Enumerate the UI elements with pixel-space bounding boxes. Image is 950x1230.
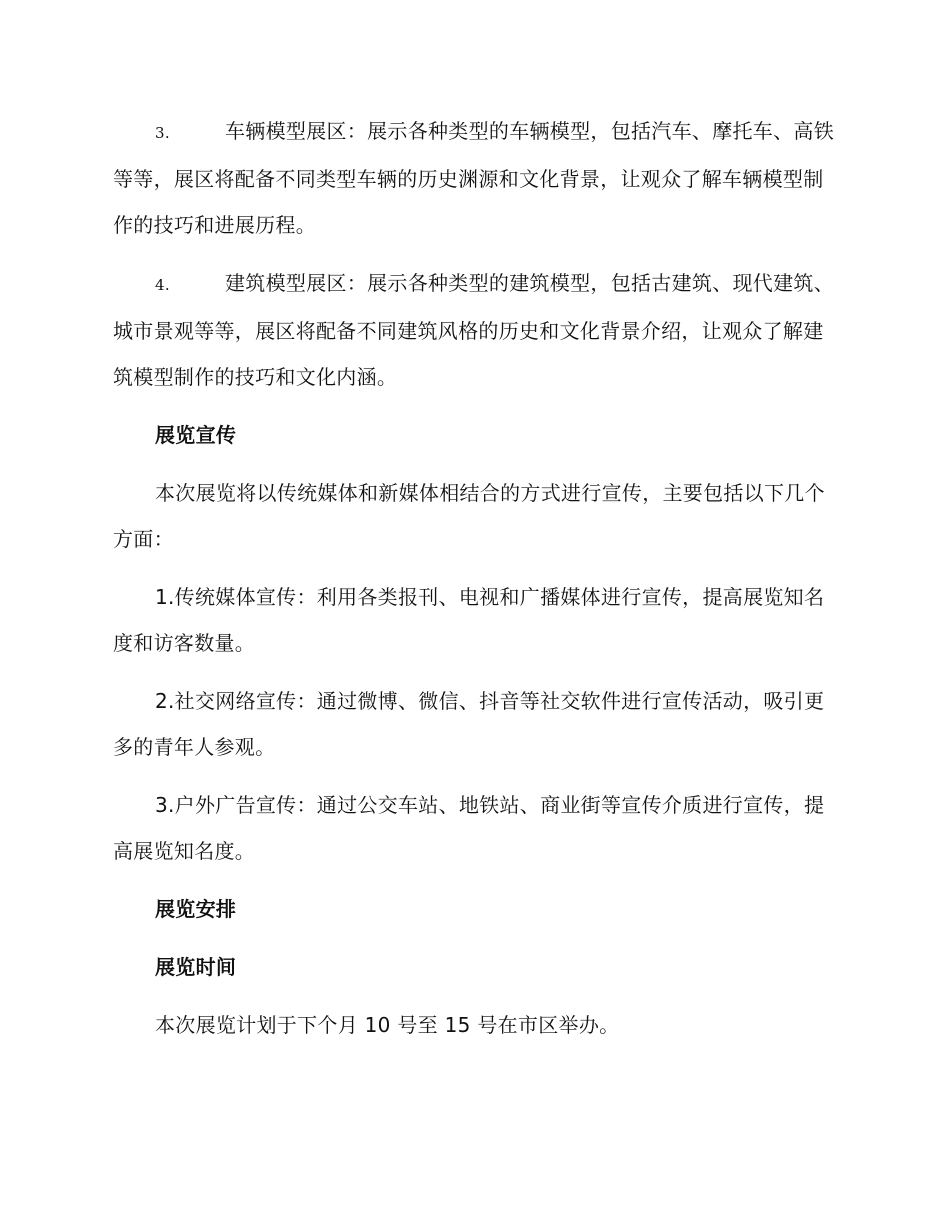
- promotion-item-traditional: 1.传统媒体宣传：利用各类报刊、电视和广播媒体进行宣传，提高展览知名度和访客数量。: [113, 585, 825, 655]
- document-body: [113, 108, 835, 1060]
- time-paragraph: 本次展览计划于下个月 10 号至 15 号在市区举办。: [155, 1013, 620, 1037]
- list-item-text: 建筑模型展区：展示各种类型的建筑模型，包括古建筑、现代建筑、城市景观等等，展区将配备不同建筑风格的历史和文化背景介绍，让观众了解建筑模型制作的技巧和文化内涵。: [113, 271, 834, 389]
- list-number: 3.: [155, 124, 170, 142]
- promotion-intro: 本次展览将以传统媒体和新媒体相结合的方式进行宣传，主要包括以下几个方面：: [113, 481, 825, 551]
- list-number: 4.: [155, 276, 170, 294]
- promotion-item-outdoor: 3.户外广告宣传：通过公交车站、地铁站、商业街等宣传介质进行宣传，提高展览知名度。: [113, 793, 825, 863]
- heading-promotion: 展览宣传: [155, 423, 237, 447]
- list-item-text: 车辆模型展区：展示各种类型的车辆模型，包括汽车、摩托车、高铁等等，展区将配备不同类型车辆的历史渊源和文化背景，让观众了解车辆模型制作的技巧和进展历程。: [113, 119, 834, 237]
- heading-time: 展览时间: [155, 955, 237, 979]
- list-item-building-models: [113, 260, 835, 400]
- promotion-item-social: 2.社交网络宣传：通过微博、微信、抖音等社交软件进行宣传活动，吸引更多的青年人参观。: [113, 689, 825, 759]
- heading-arrangement: 展览安排: [155, 897, 237, 921]
- list-item-vehicle-models: [113, 108, 835, 248]
